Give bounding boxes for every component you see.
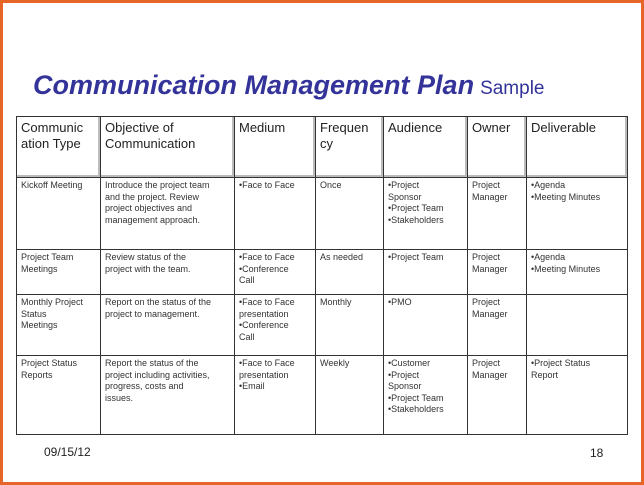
- cell-text: progress, costs and: [105, 381, 184, 391]
- cell-objective: [101, 295, 235, 356]
- cell-text: presentation: [239, 369, 289, 380]
- cell-text: Report: [531, 369, 559, 380]
- cell-text: Kickoff Meeting: [21, 180, 83, 190]
- cell-medium: [235, 295, 316, 356]
- cell-text: Meetings: [21, 320, 58, 330]
- cell-text: •Agenda: [531, 252, 566, 262]
- cell-text: •Project Team: [388, 252, 444, 262]
- cell-text: •Conference: [239, 263, 289, 274]
- header-frequency: Frequen cy: [316, 117, 384, 178]
- cell-text: Once: [320, 180, 342, 190]
- cell-text: •Face to Face: [239, 297, 295, 307]
- cell-text: •Meeting Minutes: [531, 263, 601, 274]
- cell-medium: [235, 178, 316, 250]
- table-header-row: [17, 117, 628, 178]
- cell-frequency: [316, 178, 384, 250]
- cell-text: Call: [239, 275, 255, 285]
- cell-text: •Stakeholders: [388, 404, 444, 414]
- cell-deliverable: [527, 178, 628, 250]
- cell-text: •Conference: [239, 320, 289, 330]
- cell-text: Project: [472, 252, 501, 262]
- cell-text: •Project Team: [388, 392, 444, 403]
- header-deliverable: Deliverable: [527, 117, 628, 178]
- header-medium: Medium: [235, 117, 316, 178]
- cell-text: Manager: [472, 191, 508, 202]
- cell-text: •Face to Face: [239, 252, 295, 262]
- cell-text: presentation: [239, 308, 289, 319]
- cell-text: Project: [472, 180, 501, 190]
- cell-type: [17, 178, 101, 250]
- cell-owner: [468, 356, 527, 435]
- cell-text: project with the team.: [105, 263, 191, 274]
- cell-text: •Project: [388, 180, 420, 190]
- cell-frequency: [316, 295, 384, 356]
- cell-owner: [468, 295, 527, 356]
- cell-text: Project: [472, 358, 501, 368]
- cell-text: Project Team: [21, 252, 74, 262]
- cell-text: Monthly: [320, 297, 352, 307]
- cell-type: [17, 295, 101, 356]
- cell-deliverable: [527, 356, 628, 435]
- cell-text: •Meeting Minutes: [531, 191, 601, 202]
- cell-type: [17, 250, 101, 295]
- communication-plan-table: [16, 116, 628, 435]
- cell-text: •PMO: [388, 297, 412, 307]
- cell-text: project to management.: [105, 308, 200, 319]
- cell-text: Project: [472, 297, 501, 307]
- cell-text: Manager: [472, 308, 508, 319]
- cell-text: Sponsor: [388, 381, 422, 391]
- cell-audience: [384, 178, 468, 250]
- table-row: [17, 295, 628, 356]
- cell-text: •Email: [239, 381, 265, 391]
- cell-text: •Project Team: [388, 203, 444, 213]
- cell-text: •Project: [388, 369, 420, 380]
- cell-text: Reports: [21, 369, 53, 380]
- cell-audience: [384, 250, 468, 295]
- cell-text: project objectives and: [105, 203, 193, 213]
- footer-date: 09/15/12: [44, 445, 91, 459]
- cell-text: •Face to Face: [239, 358, 295, 368]
- cell-medium: [235, 250, 316, 295]
- cell-owner: [468, 178, 527, 250]
- cell-owner: [468, 250, 527, 295]
- table-row: [17, 178, 628, 250]
- cell-frequency: [316, 250, 384, 295]
- cell-audience: [384, 356, 468, 435]
- cell-text: Project Status: [21, 358, 78, 368]
- cell-objective: [101, 356, 235, 435]
- cell-text: •Agenda: [531, 180, 566, 190]
- cell-text: Meetings: [21, 263, 58, 274]
- header-objective: Objective of Communication: [101, 117, 235, 178]
- cell-text: Call: [239, 331, 255, 342]
- cell-text: Manager: [472, 263, 508, 274]
- cell-text: Status: [21, 308, 47, 319]
- table-row: [17, 250, 628, 295]
- cell-text: Review status of the: [105, 252, 187, 262]
- cell-frequency: [316, 356, 384, 435]
- cell-objective: [101, 178, 235, 250]
- header-audience: Audience: [384, 117, 468, 178]
- cell-text: •Customer: [388, 358, 431, 368]
- cell-text: •Project Status: [531, 358, 591, 368]
- title-sub: Sample: [480, 78, 545, 99]
- title-main: Communication Management Plan: [33, 70, 475, 100]
- cell-text: Manager: [472, 369, 508, 380]
- table-row: [17, 356, 628, 435]
- cell-text: As needed: [320, 252, 364, 262]
- cell-deliverable: [527, 295, 628, 356]
- cell-text: Report on the status of the: [105, 297, 212, 307]
- cell-deliverable: [527, 250, 628, 295]
- cell-objective: [101, 250, 235, 295]
- cell-text: and the project. Review: [105, 191, 200, 202]
- page-title: [33, 70, 544, 101]
- header-communication-type: Communic ation Type: [17, 117, 101, 178]
- cell-audience: [384, 295, 468, 356]
- cell-type: [17, 356, 101, 435]
- cell-text: Weekly: [320, 358, 350, 368]
- cell-text: management approach.: [105, 214, 201, 225]
- cell-text: Report the status of the: [105, 358, 199, 368]
- cell-text: Sponsor: [388, 191, 422, 202]
- cell-text: issues.: [105, 392, 134, 403]
- cell-text: Introduce the project team: [105, 180, 210, 190]
- cell-text: project including activities,: [105, 369, 210, 380]
- cell-text: •Stakeholders: [388, 214, 444, 225]
- cell-text: •Face to Face: [239, 180, 295, 190]
- cell-medium: [235, 356, 316, 435]
- page-number: 18: [590, 446, 604, 460]
- cell-text: Monthly Project: [21, 297, 84, 307]
- header-owner: Owner: [468, 117, 527, 178]
